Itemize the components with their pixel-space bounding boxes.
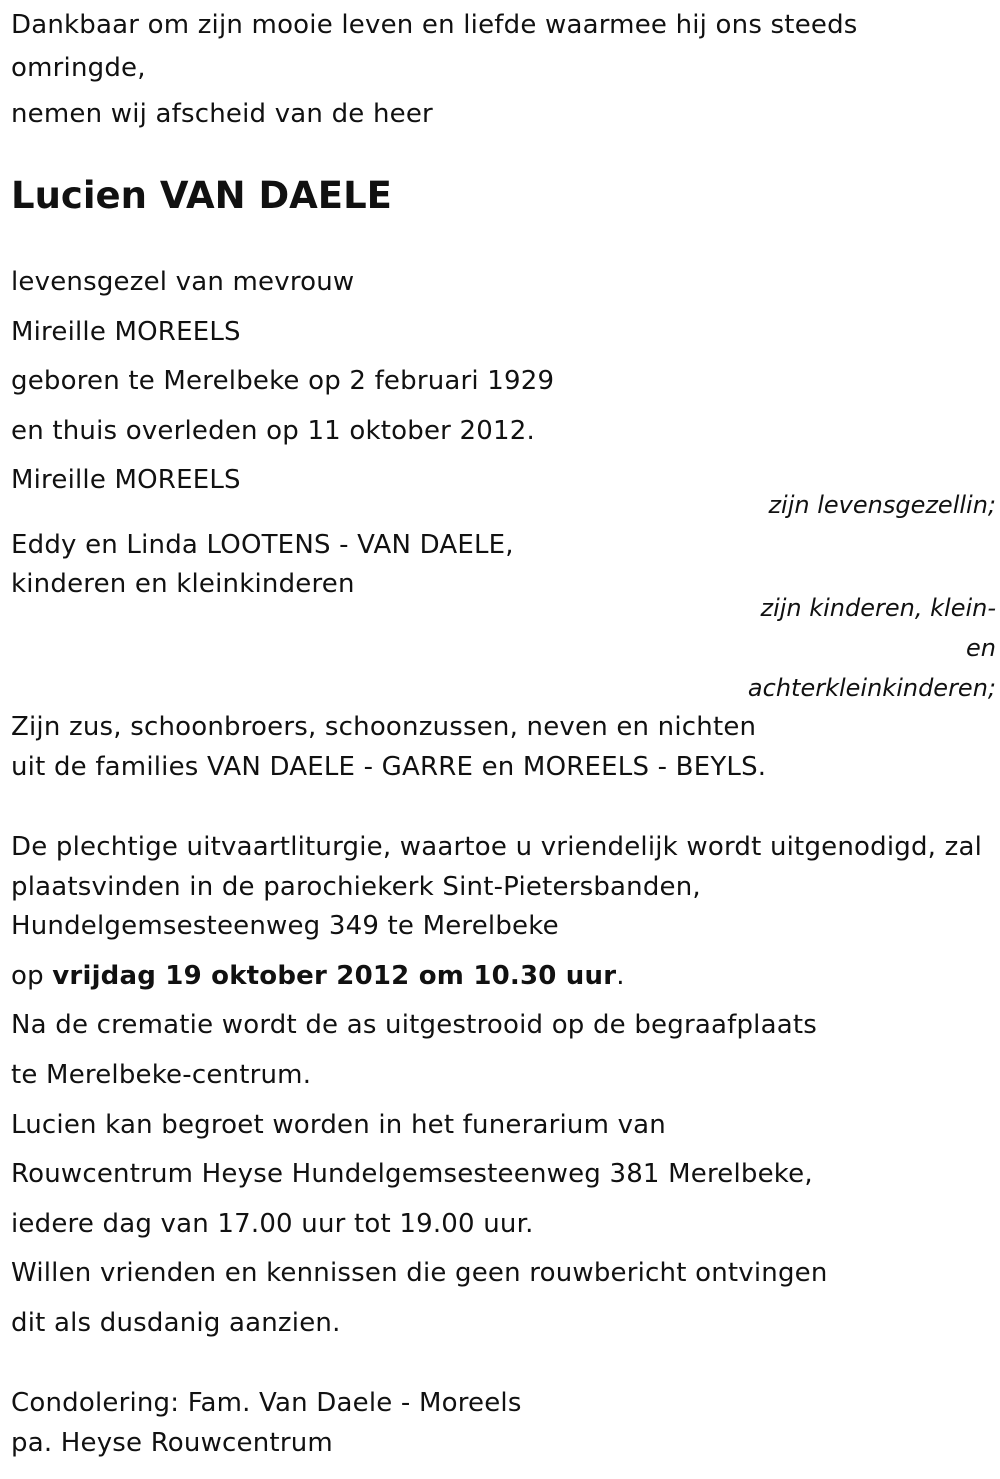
obituary-document (11, 0, 996, 1479)
ceremony-line-1: De plechtige uitvaartliturgie, waartoe u vriendelijk wordt uitgenodigd, zal (11, 832, 983, 862)
birth-line: geboren te Merelbeke op 2 februari 1929 (11, 366, 555, 396)
date-suffix: . (616, 961, 625, 991)
family-partner-role: zijn levensgezellin; (768, 491, 996, 519)
children-role-3: achterkleinkinderen; (747, 674, 996, 702)
intro-line-3: nemen wij afscheid van de heer (11, 99, 433, 129)
ceremony-date (11, 961, 625, 991)
relatives-line-2: uit de families VAN DAELE - GARRE en MOREELS - BEYLS. (11, 752, 767, 782)
intro-line-2: omringde, (11, 53, 146, 83)
condolence-line-1: Condolering: Fam. Van Daele - Moreels (11, 1388, 522, 1418)
family-partner-name: Mireille MOREELS (11, 465, 241, 495)
cremation-line-2: te Merelbeke-centrum. (11, 1060, 312, 1090)
visit-line-1: Lucien kan begroet worden in het funerarium van (11, 1110, 666, 1140)
relatives-line-1: Zijn zus, schoonbroers, schoonzussen, neven en nichten (11, 712, 757, 742)
children-line-2: kinderen en kleinkinderen (11, 569, 355, 599)
notice-line-2: dit als dusdanig aanzien. (11, 1308, 341, 1338)
intro-line-1: Dankbaar om zijn mooie leven en liefde waarmee hij ons steeds (11, 10, 858, 40)
date-bold: vrijdag 19 oktober 2012 om 10.30 uur (52, 961, 617, 991)
children-role-1: zijn kinderen, klein- (760, 594, 996, 622)
visit-line-3: iedere dag van 17.00 uur tot 19.00 uur. (11, 1209, 534, 1239)
death-line: en thuis overleden op 11 oktober 2012. (11, 416, 535, 446)
notice-line-1: Willen vrienden en kennissen die geen rouwbericht ontvingen (11, 1258, 828, 1288)
ceremony-line-2: plaatsvinden in de parochiekerk Sint-Pietersbanden, (11, 872, 701, 902)
condolence-line-2: pa. Heyse Rouwcentrum (11, 1428, 333, 1458)
date-prefix: op (11, 961, 53, 991)
partner-name: Mireille MOREELS (11, 317, 241, 347)
cremation-line-1: Na de crematie wordt de as uitgestrooid op de begraafplaats (11, 1010, 817, 1040)
partner-label: levensgezel van mevrouw (11, 267, 355, 297)
visit-line-2: Rouwcentrum Heyse Hundelgemsesteenweg 381 Merelbeke, (11, 1159, 813, 1189)
children-line-1: Eddy en Linda LOOTENS - VAN DAELE, (11, 530, 514, 560)
children-role-2: en (966, 634, 996, 662)
ceremony-line-3: Hundelgemsesteenweg 349 te Merelbeke (11, 911, 559, 941)
deceased-name: Lucien VAN DAELE (11, 174, 392, 217)
